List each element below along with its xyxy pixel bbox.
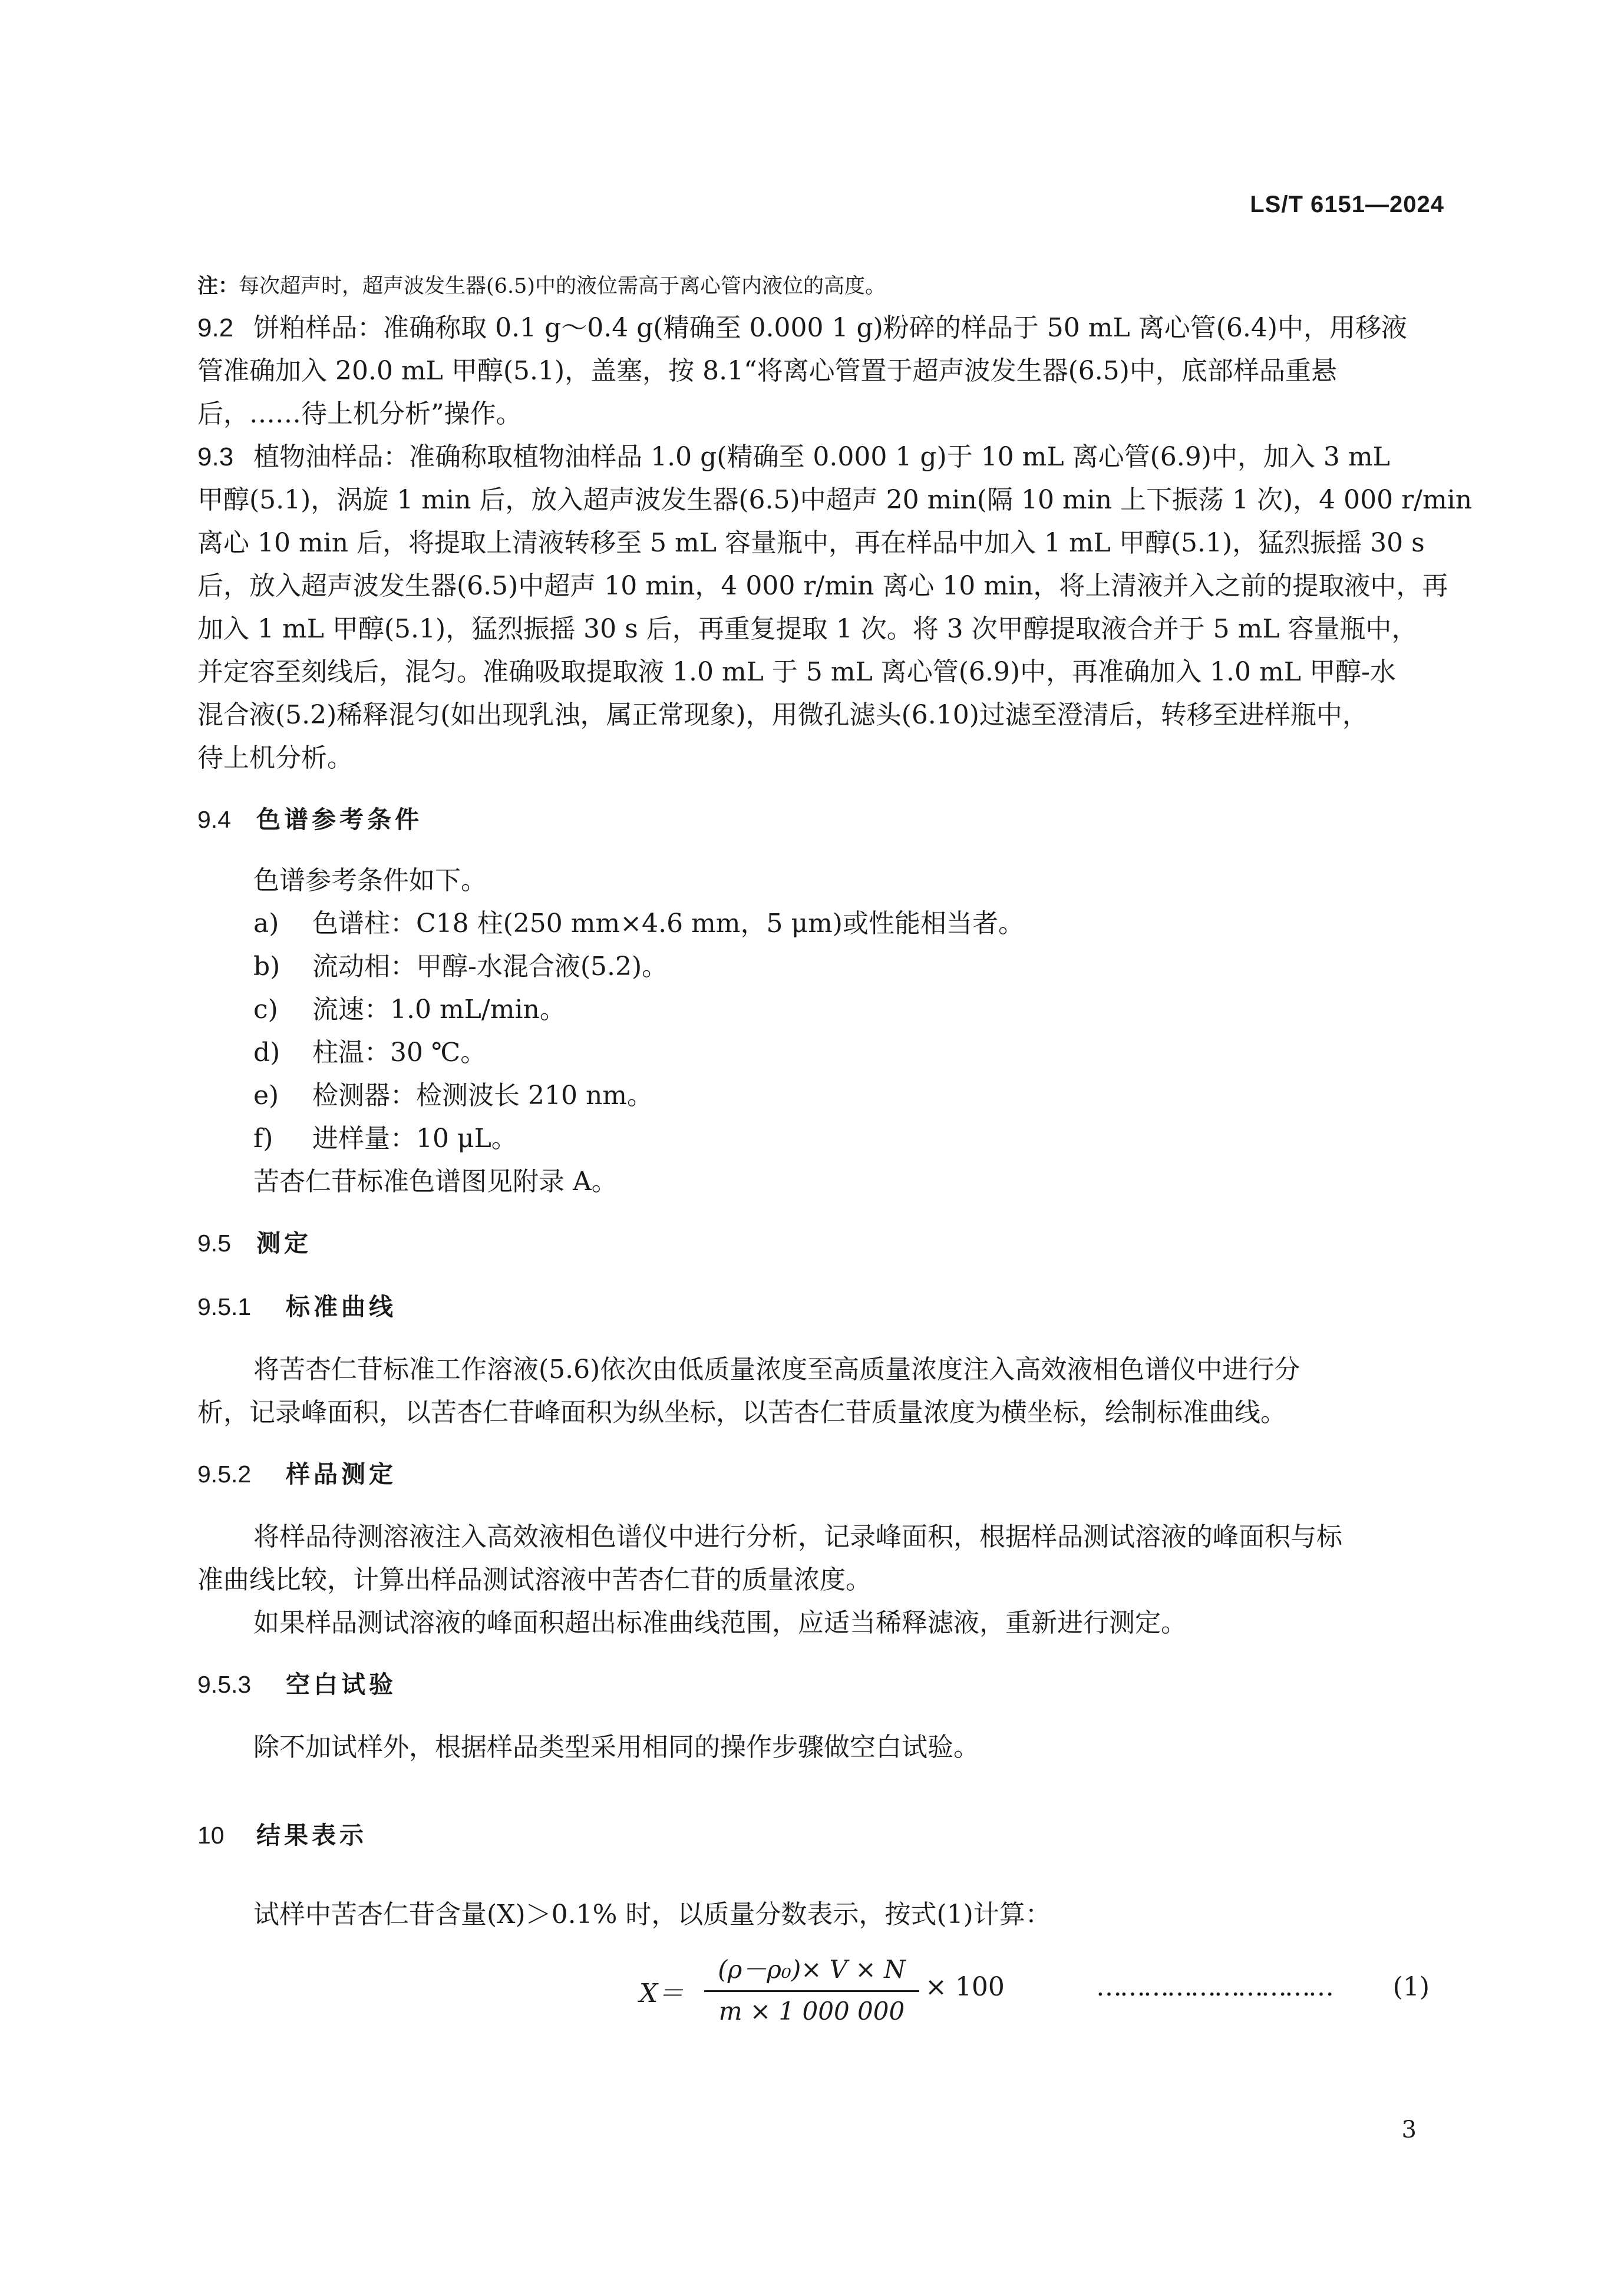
sec-9-2-line-1 (197, 306, 1407, 344)
formula-numerator: (ρ－ρ₀)× V × N (718, 1955, 906, 1984)
formula-leader-dots: ………………………… (1096, 1972, 1332, 2002)
formula-rhs: × 100 (925, 1972, 1005, 2002)
sec-9-5-number: 9.5 (197, 1230, 231, 1257)
sec-9-5-2-line-3: 如果样品测试溶液的峰面积超出标准曲线范围，应适当稀释滤液，重新进行测定。 (253, 1608, 1187, 1638)
sec-9-4-intro: 色谱参考条件如下。 (253, 865, 487, 896)
sec-9-3-line-5: 加入 1 mL 甲醇(5.1)，猛烈振摇 30 s 后，再重复提取 1 次。将 3 次甲醇提取液合并于 5 mL 容量瓶中， (197, 614, 1418, 644)
sec-9-4-outro: 苦杏仁苷标准色谱图见附录 A。 (253, 1167, 618, 1197)
formula-denominator: m × 1 000 000 (718, 1997, 905, 2026)
sec-10-title: 结果表示 (256, 1821, 367, 1849)
sec-10-heading (197, 1816, 367, 1851)
sec-9-2-line-2: 管准确加入 20.0 mL 甲醇(5.1)，盖塞，按 8.1“将离心管置于超声波发生器(6.5)中，底部样品重悬 (197, 356, 1337, 386)
formula-lhs: X＝ (639, 1978, 684, 2008)
sec-9-5-3-title: 空白试验 (286, 1670, 397, 1699)
sec-9-5-1-number: 9.5.1 (197, 1293, 252, 1320)
item-label: c) (253, 995, 278, 1025)
sec-9-3-text-1: 植物油样品：准确称取植物油样品 1.0 g(精确至 0.000 1 g)于 10 mL 离心管(6.9)中，加入 3 mL (253, 442, 1390, 472)
sec-9-3-line-7: 混合液(5.2)稀释混匀(如出现乳浊，属正常现象)，用微孔滤头(6.10)过滤至澄清后，转移至进样瓶中， (197, 700, 1368, 730)
sec-9-5-3-number: 9.5.3 (197, 1671, 252, 1698)
condition-item-b (253, 945, 668, 983)
condition-item-a (253, 902, 1024, 940)
item-text: 流速：1.0 mL/min。 (312, 995, 566, 1025)
item-label: d) (253, 1038, 280, 1068)
sec-10-text: 试样中苦杏仁苷含量(X)＞0.1% 时，以质量分数表示，按式(1)计算： (253, 1899, 1051, 1930)
condition-item-c (253, 988, 566, 1026)
sec-9-3-line-8: 待上机分析。 (197, 743, 353, 773)
sec-9-2-text-1: 饼粕样品：准确称取 0.1 g～0.4 g(精确至 0.000 1 g)粉碎的样品于 50 mL 离心管(6.4)中，用移液 (253, 313, 1408, 343)
sec-9-5-2-heading (197, 1455, 397, 1489)
sec-9-5-2-number: 9.5.2 (197, 1461, 252, 1488)
item-label: e) (253, 1081, 279, 1111)
item-label: f) (253, 1124, 273, 1154)
item-label: a) (253, 909, 279, 939)
sec-9-5-1-title: 标准曲线 (286, 1293, 397, 1321)
sec-9-4-title: 色谱参考条件 (256, 805, 422, 834)
condition-item-e (253, 1074, 653, 1112)
item-text: 色谱柱：C18 柱(250 mm×4.6 mm，5 μm)或性能相当者。 (312, 909, 1024, 939)
sec-9-5-1-line-2: 析，记录峰面积，以苦杏仁苷峰面积为纵坐标，以苦杏仁苷质量浓度为横坐标，绘制标准曲线。 (197, 1398, 1286, 1428)
item-text: 进样量：10 μL。 (312, 1124, 517, 1154)
note-label: 注： (197, 275, 239, 298)
sec-9-5-3-text: 除不加试样外，根据样品类型采用相同的操作步骤做空白试验。 (253, 1732, 979, 1762)
sec-10-number: 10 (197, 1822, 225, 1849)
note-text: 每次超声时，超声波发生器(6.5)中的液位需高于离心管内液位的高度。 (239, 275, 886, 298)
item-text: 流动相：甲醇-水混合液(5.2)。 (312, 952, 668, 982)
fraction-bar (704, 1990, 919, 1992)
sec-9-3-line-4: 后，放入超声波发生器(6.5)中超声 10 min，4 000 r/min 离心 10 min，将上清液并入之前的提取液中，再 (197, 571, 1448, 601)
condition-item-f (253, 1117, 517, 1155)
sec-9-5-1-line-1: 将苦杏仁苷标准工作溶液(5.6)依次由低质量浓度至高质量浓度注入高效液相色谱仪中进行分 (253, 1355, 1300, 1385)
sec-9-3-line-3: 离心 10 min 后，将提取上清液转移至 5 mL 容量瓶中，再在样品中加入 1 mL 甲醇(5.1)，猛烈振摇 30 s (197, 528, 1425, 558)
sec-9-5-3-heading (197, 1665, 397, 1700)
sec-9-5-title: 测定 (256, 1229, 312, 1257)
page-number: 3 (1401, 2116, 1417, 2143)
sec-9-5-1-heading (197, 1287, 397, 1322)
sec-9-2-number: 9.2 (197, 313, 234, 342)
condition-item-d (253, 1031, 486, 1069)
sec-9-3-line-1 (197, 435, 1390, 473)
sec-9-3-line-6: 并定容至刻线后，混匀。准确吸取提取液 1.0 mL 于 5 mL 离心管(6.9)中，再准确加入 1.0 mL 甲醇-水 (197, 657, 1396, 687)
sec-9-5-2-title: 样品测定 (286, 1460, 397, 1488)
equation-number: (1) (1392, 1972, 1430, 2002)
sec-9-4-heading (197, 800, 422, 835)
sec-9-5-2-line-1: 将样品待测溶液注入高效液相色谱仪中进行分析，记录峰面积，根据样品测试溶液的峰面积与标 (253, 1522, 1342, 1552)
item-text: 柱温：30 ℃。 (312, 1038, 487, 1068)
sec-9-5-heading (197, 1224, 312, 1258)
sec-9-4-number: 9.4 (197, 806, 231, 833)
standard-code: LS/T 6151—2024 (1250, 191, 1444, 217)
note (197, 270, 886, 299)
item-text: 检测器：检测波长 210 nm。 (312, 1081, 653, 1111)
formula-fraction (704, 1950, 919, 2026)
sec-9-3-line-2: 甲醇(5.1)，涡旋 1 min 后，放入超声波发生器(6.5)中超声 20 min(隔 10 min 上下振荡 1 次)，4 000 r/min (197, 485, 1473, 515)
sec-9-5-2-line-2: 准曲线比较，计算出样品测试溶液中苦杏仁苷的质量浓度。 (197, 1565, 872, 1595)
sec-9-3-number: 9.3 (197, 442, 234, 471)
item-label: b) (253, 952, 280, 982)
sec-9-2-line-3: 后，……待上机分析”操作。 (197, 399, 522, 429)
